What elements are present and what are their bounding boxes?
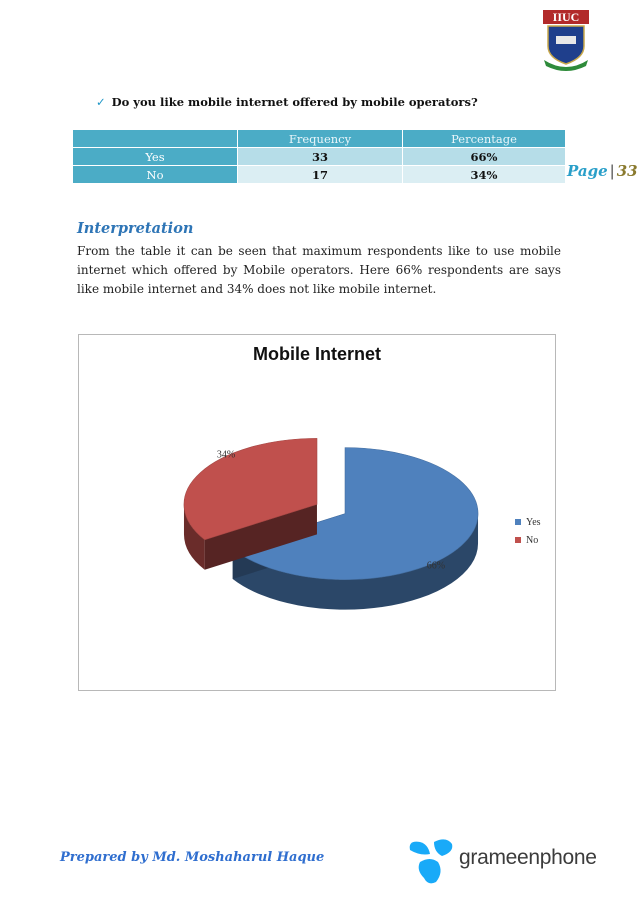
page-number-value: 33 bbox=[616, 162, 638, 180]
frequency-table bbox=[72, 129, 566, 184]
page-label: Page bbox=[567, 162, 608, 180]
table-header-cell bbox=[73, 130, 238, 148]
legend-label: Yes bbox=[526, 516, 541, 528]
interpretation-text: From the table it can be seen that maximum respondents like to use mobile internet which offered by Mobile operators. Here 66% respondents are says like mobile internet and 34% does not like mobile internet. bbox=[77, 244, 561, 296]
svg-text:IIUC: IIUC bbox=[552, 10, 580, 24]
pie-chart bbox=[78, 334, 556, 691]
chart-legend bbox=[515, 513, 541, 549]
page-separator: | bbox=[609, 162, 615, 180]
survey-question bbox=[96, 95, 478, 109]
page-number bbox=[567, 162, 638, 180]
question-text: Do you like mobile internet offered by mobile operators? bbox=[111, 95, 478, 109]
legend-swatch bbox=[515, 537, 521, 543]
interpretation-heading: Interpretation bbox=[77, 220, 194, 237]
data-label-yes: 66% bbox=[426, 560, 446, 572]
legend-item-no bbox=[515, 531, 541, 549]
data-label-no: 34% bbox=[216, 449, 236, 461]
table-header-cell: Frequency bbox=[238, 130, 403, 148]
percentage-cell: 34% bbox=[403, 166, 566, 184]
chart-title: Mobile Internet bbox=[252, 344, 381, 364]
table-header-cell: Percentage bbox=[403, 130, 566, 148]
legend-item-yes bbox=[515, 513, 541, 531]
row-label: No bbox=[73, 166, 238, 184]
grameenphone-logo-icon bbox=[406, 836, 456, 886]
legend-swatch bbox=[515, 519, 521, 525]
row-label: Yes bbox=[73, 148, 238, 166]
pie-chart-plot bbox=[79, 335, 555, 690]
legend-label: No bbox=[526, 534, 539, 546]
table-row bbox=[73, 166, 566, 184]
check-icon: ✓ bbox=[96, 95, 106, 109]
university-logo bbox=[540, 10, 592, 72]
grameenphone-brand: grameenphone bbox=[459, 846, 597, 869]
frequency-cell: 33 bbox=[238, 148, 403, 166]
prepared-by: Prepared by Md. Moshaharul Haque bbox=[60, 850, 325, 865]
frequency-cell: 17 bbox=[238, 166, 403, 184]
table-header-row bbox=[73, 130, 566, 148]
percentage-cell: 66% bbox=[403, 148, 566, 166]
table-row bbox=[73, 148, 566, 166]
